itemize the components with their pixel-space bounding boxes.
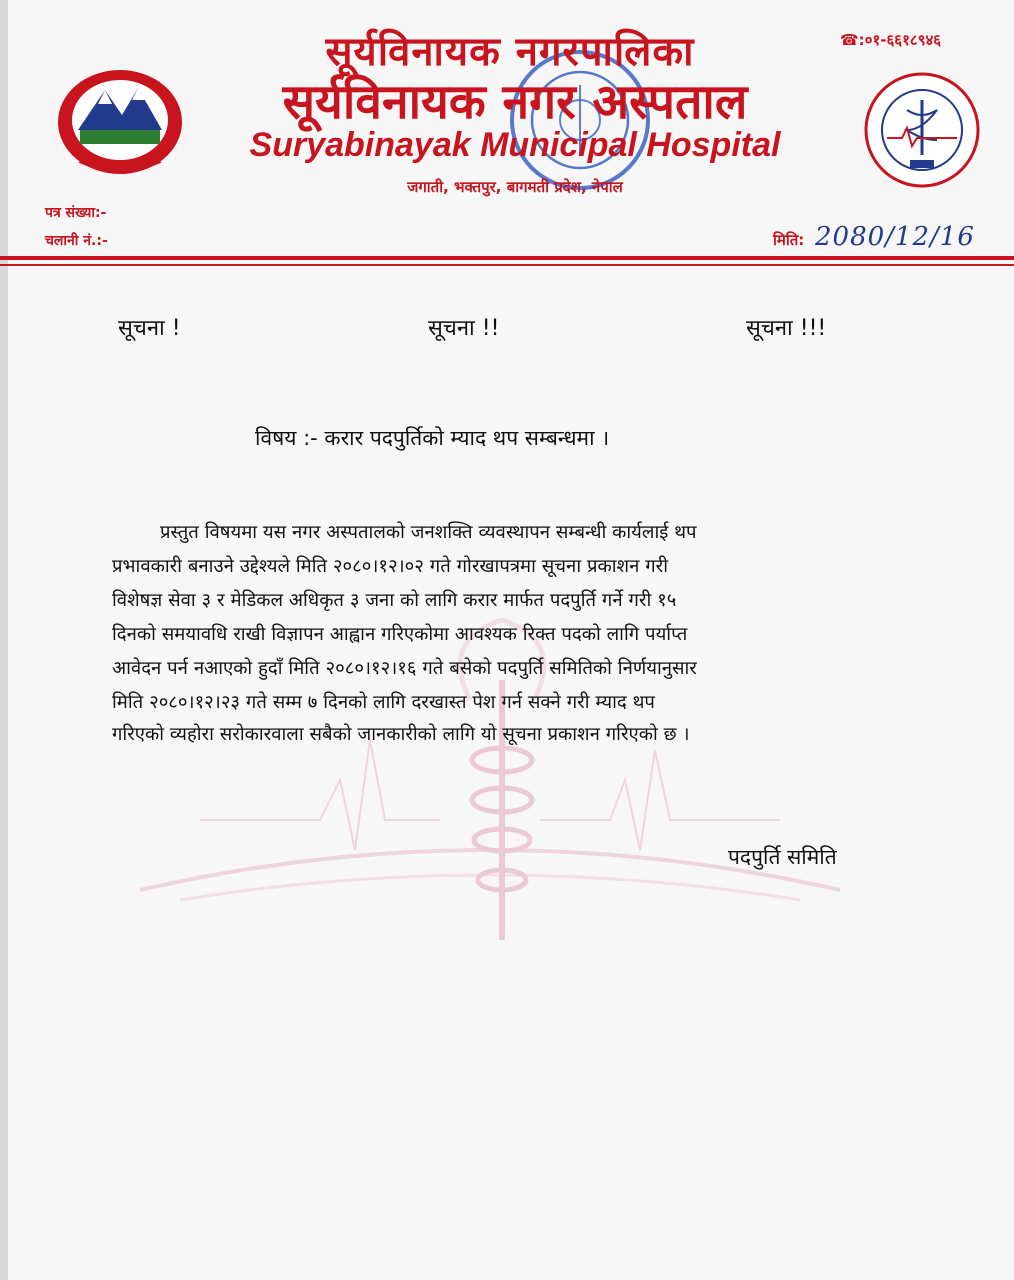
paragraph-line: आवेदन पर्न नआएको हुदाँ मिति २०८०।१२।१६ गते बसेको पदपुर्ति समितिको निर्णयानुसार — [112, 658, 697, 679]
hospital-name-nepali: सूर्यविनायक नगर अस्पताल — [282, 74, 748, 130]
phone-number: ☎:०१-६६१८९४६ — [840, 31, 942, 49]
subject-line: विषय :- करार पदपुर्तिको म्याद थप सम्बन्धमा । — [255, 426, 610, 450]
signature-committee: पदपुर्ति समिति — [728, 845, 837, 869]
hospital-name-english: Suryabinayak Municipal Hospital — [249, 126, 781, 164]
nepal-emblem-icon — [50, 60, 190, 180]
dispatch-number-label: चलानी नं.:- — [45, 233, 108, 249]
caduceus-watermark-icon — [140, 560, 840, 960]
paragraph-line: दिनको समयावधि राखी विज्ञापन आह्वान गरिएकोमा आवश्यक रिक्त पदको लागि पर्याप्त — [112, 624, 688, 645]
paragraph-line: गरिएको व्यहोरा सरोकारवाला सबैको जानकारीको लागि यो सूचना प्रकाशन गरिएको छ । — [112, 724, 690, 745]
paragraph-line: विशेषज्ञ सेवा ३ र मेडिकल अधिकृत ३ जना को लागि करार मार्फत पदपुर्ति गर्ने गरी १५ — [112, 590, 677, 611]
reference-number-label: पत्र संख्या:- — [45, 205, 107, 221]
paragraph-line: मिति २०८०।१२।२३ गते सम्म ७ दिनको लागि दरखास्त पेश गर्न सक्ने गरी म्याद थप — [112, 692, 655, 713]
municipality-name: सूर्यविनायक नगरपालिका — [325, 29, 695, 75]
hospital-address: जगाती, भक्तपुर, बागमती प्रदेश, नेपाल — [407, 178, 623, 196]
header-divider-thin — [0, 264, 1014, 266]
page-edge — [0, 0, 8, 1280]
paragraph-line: प्रस्तुत विषयमा यस नगर अस्पतालको जनशक्ति व्यवस्थापन सम्बन्धी कार्यलाई थप — [160, 522, 697, 543]
notice-heading-2: सूचना !! — [428, 316, 500, 341]
notice-heading-1: सूचना ! — [118, 316, 181, 341]
handwritten-date: 2080/12/16 — [815, 222, 975, 252]
paragraph-line: प्रभावकारी बनाउने उद्देश्यले मिति २०८०।१२।०२ गते गोरखापत्रमा सूचना प्रकाशन गरी — [112, 556, 669, 577]
header-divider — [0, 256, 1014, 260]
date-label: मिति: — [773, 231, 805, 249]
hospital-seal-icon — [862, 70, 982, 190]
notice-heading-3: सूचना !!! — [746, 316, 827, 341]
